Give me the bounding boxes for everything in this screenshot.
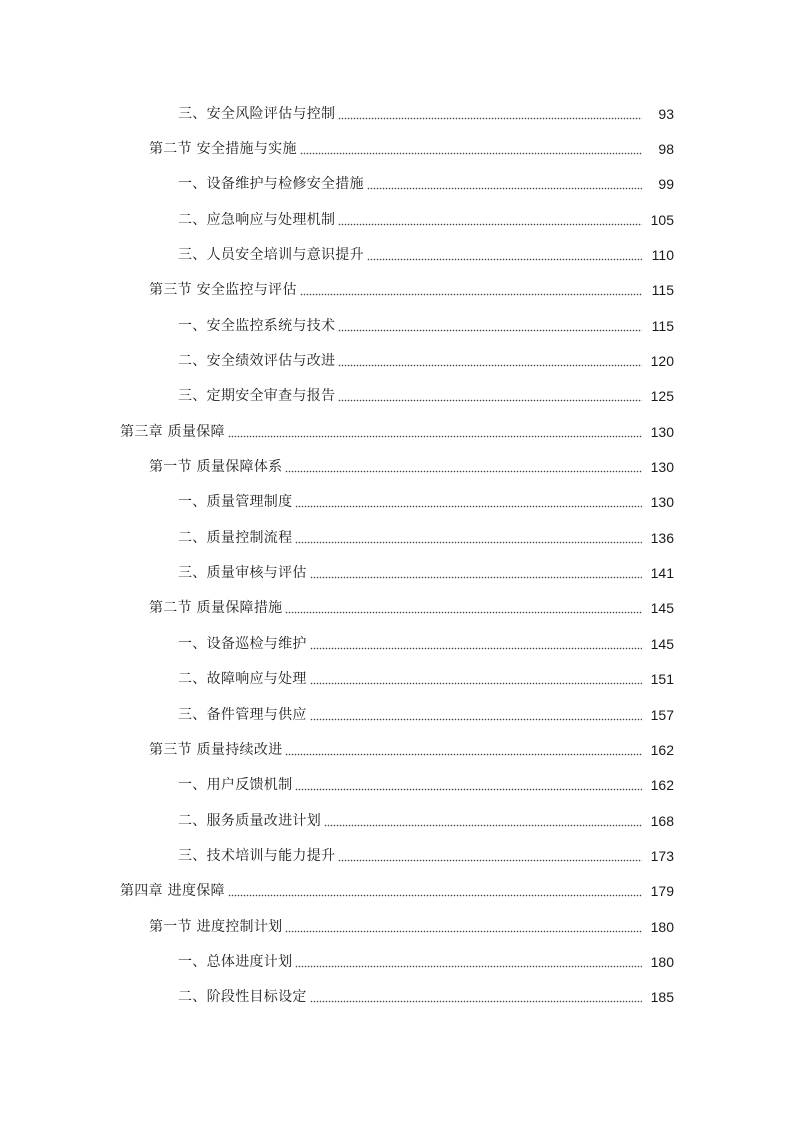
dot-leader	[324, 812, 642, 830]
toc-entry-page: 110	[651, 247, 674, 264]
toc-entry-page: 130	[650, 459, 674, 476]
toc-entry[interactable]	[0, 732, 793, 767]
toc-entry-title: 一、安全监控系统与技术	[178, 317, 336, 334]
toc-entry-title: 二、服务质量改进计划	[178, 812, 321, 829]
toc-entry-page: 145	[650, 600, 674, 617]
toc-entry[interactable]	[0, 379, 793, 414]
toc-entry-page: 173	[650, 847, 674, 864]
toc-entry-title: 一、设备维护与检修安全措施	[178, 176, 364, 193]
dot-leader	[285, 741, 642, 759]
toc-entry-title: 三、技术培训与能力提升	[178, 847, 336, 864]
toc-entry-page: 179	[650, 883, 674, 900]
toc-entry-page: 130	[650, 423, 674, 440]
dot-leader	[310, 988, 642, 1006]
dot-leader	[367, 246, 642, 264]
toc-entry[interactable]	[0, 449, 793, 484]
toc-entry[interactable]	[0, 944, 793, 979]
dot-leader	[295, 493, 642, 511]
toc-entry-page: 115	[651, 317, 674, 334]
toc-entry-title: 三、质量审核与评估	[178, 565, 307, 582]
toc-entry[interactable]	[0, 555, 793, 590]
toc-entry-page: 136	[650, 529, 674, 546]
dot-leader	[338, 847, 642, 865]
dot-leader	[300, 281, 642, 299]
toc-entry-title: 二、安全绩效评估与改进	[178, 353, 336, 370]
toc-entry-title: 一、用户反馈机制	[178, 777, 293, 794]
toc-entry-title: 三、定期安全审查与报告	[178, 388, 336, 405]
dot-leader	[228, 423, 642, 441]
toc-entry[interactable]	[0, 273, 793, 308]
toc-entry[interactable]	[0, 520, 793, 555]
toc-entry-title: 第三章 质量保障	[120, 423, 225, 440]
toc-entry-page: 125	[650, 388, 674, 405]
dot-leader	[338, 387, 642, 405]
dot-leader	[338, 105, 642, 123]
toc-entry[interactable]	[0, 414, 793, 449]
toc-entry-page: 185	[650, 989, 674, 1006]
dot-leader	[310, 564, 642, 582]
toc-entry-title: 三、备件管理与供应	[178, 706, 307, 723]
dot-leader	[300, 140, 642, 158]
toc-entry-page: 162	[650, 741, 674, 758]
toc-entry-page: 157	[650, 706, 674, 723]
toc-entry-title: 一、总体进度计划	[178, 953, 293, 970]
toc-entry-page: 145	[650, 635, 674, 652]
toc-entry-title: 三、安全风险评估与控制	[178, 105, 336, 122]
toc-entry-page: 115	[651, 282, 674, 299]
table-of-contents	[0, 96, 793, 1015]
toc-entry-title: 第三节 安全监控与评估	[149, 282, 297, 299]
toc-entry-title: 二、质量控制流程	[178, 529, 293, 546]
toc-entry-page: 105	[650, 211, 674, 228]
toc-entry-title: 第三节 质量持续改进	[149, 741, 283, 758]
dot-leader	[310, 635, 642, 653]
toc-entry[interactable]	[0, 909, 793, 944]
toc-entry-title: 二、故障响应与处理	[178, 671, 307, 688]
toc-entry-title: 第一节 质量保障体系	[149, 459, 283, 476]
toc-entry-page: 99	[658, 176, 674, 193]
toc-entry-title: 第二节 质量保障措施	[149, 600, 283, 617]
dot-leader	[338, 317, 642, 335]
toc-entry[interactable]	[0, 874, 793, 909]
toc-entry[interactable]	[0, 202, 793, 237]
dot-leader	[338, 352, 642, 370]
toc-entry-title: 一、设备巡检与维护	[178, 635, 307, 652]
dot-leader	[295, 953, 642, 971]
toc-entry-title: 第二节 安全措施与实施	[149, 141, 297, 158]
toc-entry[interactable]	[0, 980, 793, 1015]
toc-entry[interactable]	[0, 237, 793, 272]
dot-leader	[367, 175, 642, 193]
toc-entry-title: 二、应急响应与处理机制	[178, 211, 336, 228]
toc-entry-title: 第一节 进度控制计划	[149, 918, 283, 935]
dot-leader	[310, 670, 642, 688]
toc-entry[interactable]	[0, 167, 793, 202]
toc-entry[interactable]	[0, 308, 793, 343]
toc-entry-title: 三、人员安全培训与意识提升	[178, 247, 364, 264]
dot-leader	[295, 776, 642, 794]
toc-entry[interactable]	[0, 343, 793, 378]
toc-entry-page: 180	[650, 918, 674, 935]
dot-leader	[310, 706, 642, 724]
toc-entry-page: 162	[650, 777, 674, 794]
dot-leader	[285, 458, 642, 476]
toc-entry-title: 第四章 进度保障	[120, 883, 225, 900]
toc-entry[interactable]	[0, 803, 793, 838]
toc-entry-page: 141	[650, 565, 674, 582]
toc-entry[interactable]	[0, 838, 793, 873]
toc-entry[interactable]	[0, 662, 793, 697]
toc-entry-page: 151	[650, 671, 674, 688]
dot-leader	[228, 882, 642, 900]
toc-entry-page: 130	[650, 494, 674, 511]
toc-entry-title: 二、阶段性目标设定	[178, 989, 307, 1006]
toc-entry-title: 一、质量管理制度	[178, 494, 293, 511]
toc-entry[interactable]	[0, 591, 793, 626]
toc-entry[interactable]	[0, 485, 793, 520]
toc-entry-page: 168	[650, 812, 674, 829]
toc-entry[interactable]	[0, 697, 793, 732]
dot-leader	[295, 529, 642, 547]
toc-entry[interactable]	[0, 131, 793, 166]
toc-entry-page: 120	[650, 353, 674, 370]
toc-entry-page: 98	[658, 141, 674, 158]
toc-entry[interactable]	[0, 96, 793, 131]
toc-entry[interactable]	[0, 768, 793, 803]
toc-entry[interactable]	[0, 626, 793, 661]
dot-leader	[285, 918, 642, 936]
toc-entry-page: 93	[658, 105, 674, 122]
dot-leader	[338, 211, 642, 229]
toc-entry-page: 180	[650, 953, 674, 970]
dot-leader	[285, 599, 642, 617]
